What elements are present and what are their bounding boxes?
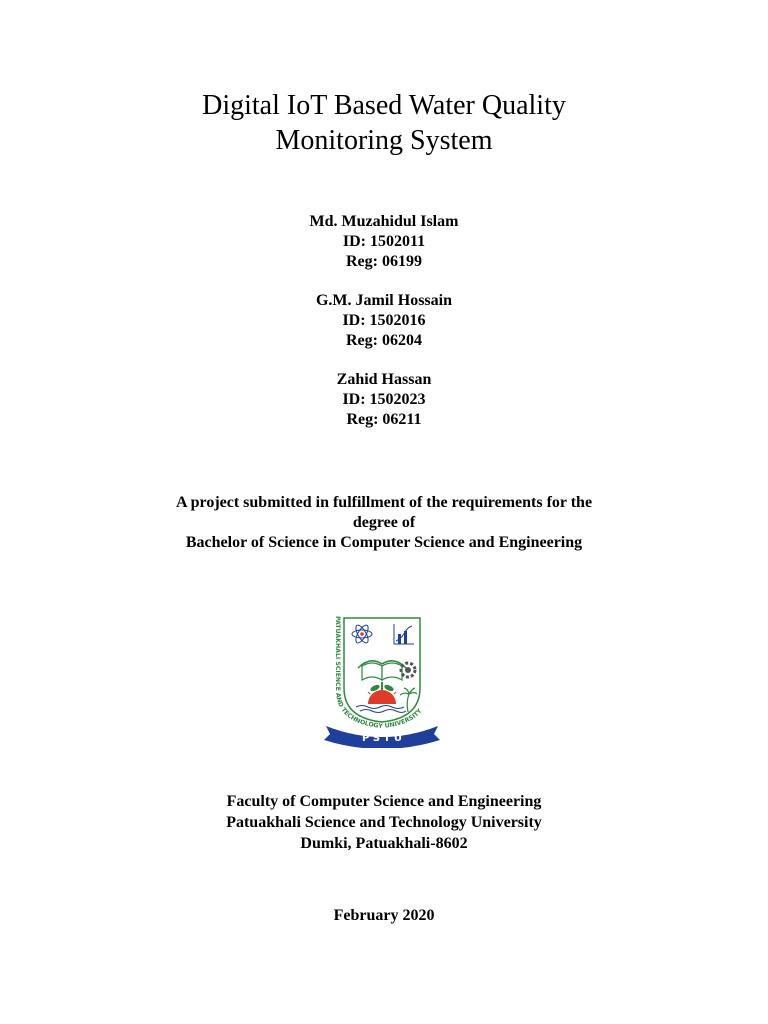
submission-statement	[0, 493, 768, 553]
university-name: Patuakhali Science and Technology University	[226, 814, 542, 831]
submission-line-1: A project submitted in fulfillment of the requirements for the	[175, 494, 593, 511]
university-address: Dumki, Patuakhali-8602	[300, 835, 468, 852]
author-name: G.M. Jamil Hossain	[315, 292, 452, 309]
submission-line-2: degree of	[352, 514, 416, 531]
faculty-name: Faculty of Computer Science and Engineering	[226, 793, 542, 810]
institution-block	[0, 791, 768, 854]
author-reg: Reg: 06211	[346, 411, 422, 428]
author-block	[0, 370, 768, 430]
author-block	[0, 291, 768, 351]
author-list	[0, 212, 768, 449]
author-id: ID: 1502016	[342, 312, 426, 329]
author-name: Md. Muzahidul Islam	[309, 213, 459, 230]
title-line-2: Monitoring System	[275, 125, 493, 156]
title-line-1: Digital IoT Based Water Quality	[202, 90, 566, 121]
logo-ribbon-text: P S T U	[362, 733, 402, 744]
author-id: ID: 1502011	[342, 233, 426, 250]
university-logo	[320, 608, 444, 748]
author-id: ID: 1502023	[342, 391, 426, 408]
document-title	[0, 88, 768, 158]
author-block	[0, 212, 768, 272]
logo-arc-text: PATUAKHALI SCIENCE AND TECHNOLOGY UNIVERSITY	[333, 616, 424, 731]
author-name: Zahid Hassan	[336, 371, 432, 388]
author-reg: Reg: 06204	[346, 332, 422, 349]
submission-line-3: Bachelor of Science in Computer Science and Engineering	[185, 534, 583, 551]
submission-date: February 2020	[333, 907, 435, 924]
author-reg: Reg: 06199	[346, 253, 422, 270]
